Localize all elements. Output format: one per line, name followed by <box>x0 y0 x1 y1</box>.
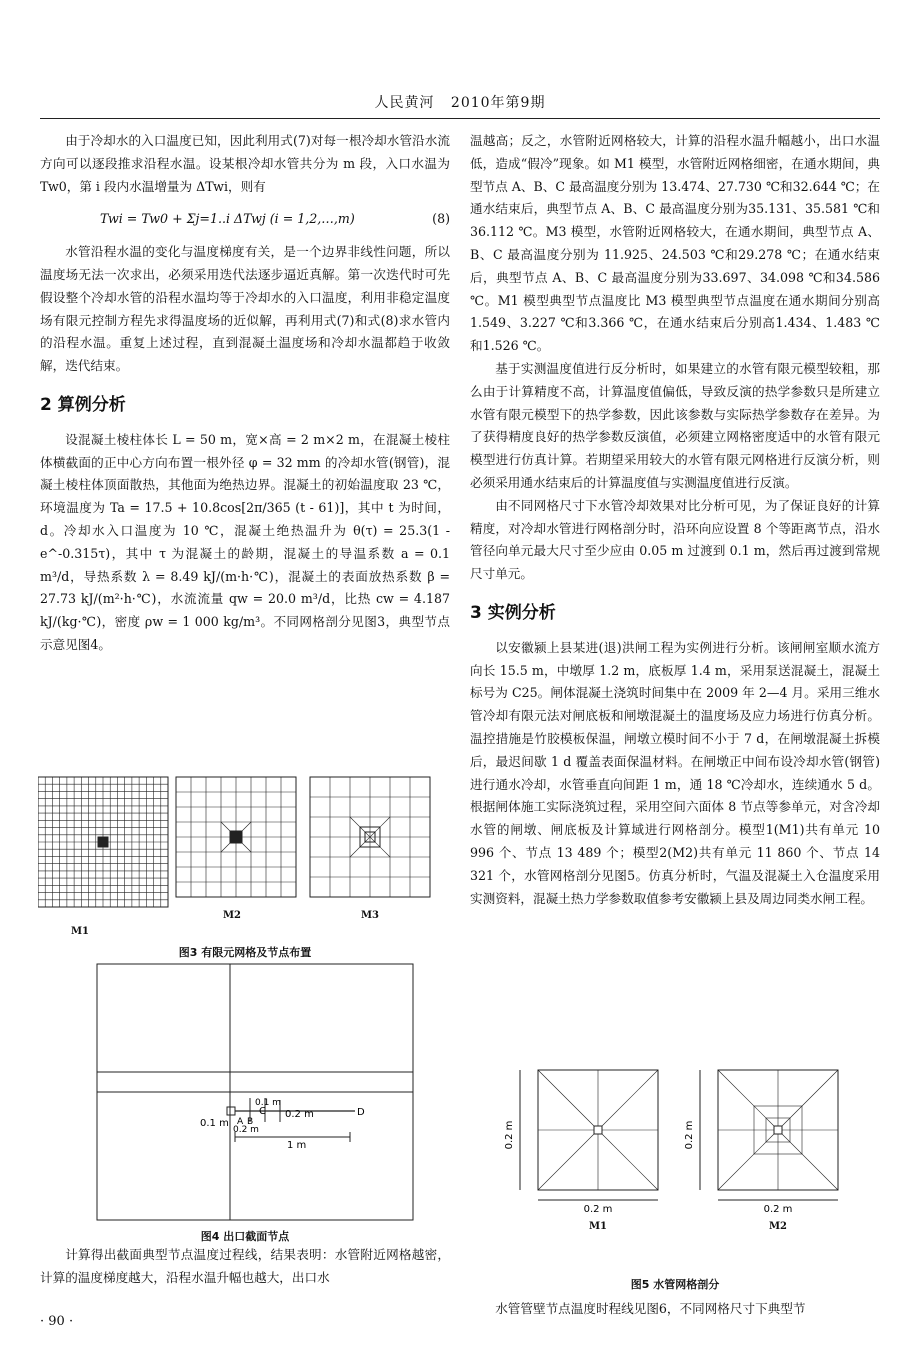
fig4-node-b: B <box>247 1117 254 1127</box>
mesh-m1 <box>38 777 168 907</box>
figure-3-meshes <box>38 775 438 925</box>
mesh-m2 <box>700 1070 838 1200</box>
fig4-node-d: D <box>357 1107 365 1118</box>
figure-3-caption: 图3 有限元网格及节点布置 <box>178 946 312 959</box>
paragraph: 设混凝土棱柱体长 L = 50 m，宽×高 = 2 m×2 m，在混凝土棱柱体横截面的正中心方向布置一根外径 φ = 32 mm 的冷却水管(钢管)，混凝土棱柱体顶面散热，其他面为绝热边界。混凝土的初始温度取 23 ℃，环境温度为 Ta = 17.5 + 10.8cos[2π/365 (t - 61)]，其中 t 为时间，d。冷却水入口温度为 10 ℃，混凝土绝热温升为 θ(τ) = 25.3(1 - e^-0.315τ)，其中 τ 为混凝土的龄期，混凝土的导温系数 a = 0.1 m³/d，导热系数 λ = 8.49 kJ/(m·h·℃)，混凝土的表面放热系数 β = 27.73 kJ/(m²·h·℃)，水流流量 qw = 20.0 m³/d，比热 cw = 4.187 kJ/(kg·℃)，密度 ρw = 1 000 kg/m³。不同网格剖分见图3，典型节点示意见图4。 <box>40 431 450 652</box>
issue-label: 2010年第9期 <box>450 95 546 111</box>
right-column-tail <box>470 1298 880 1321</box>
equation-8 <box>40 208 450 231</box>
fig4-dim-label: 0.1 m <box>200 1118 229 1129</box>
paragraph: 水管沿程水温的变化与温度梯度有关，是一个边界非线性问题，所以温度场无法一次求出，必须采用迭代法逐步逼近真解。第一次迭代时可先假设整个冷却水管的沿程水温均等于冷却水的入口温度，利用非稳定温度场有限元控制方程先求得温度场的近似解，再利用式(7)和式(8)求水管内的沿程水温。重复上述过程，直到混凝土温度场和冷却水温都趋于收敛解，迭代结束。 <box>40 244 450 374</box>
fig4-dim-label: 0.2 m <box>233 1125 259 1135</box>
equation-number: (8) <box>432 211 450 227</box>
right-column <box>470 130 880 910</box>
page-number: · 90 · <box>40 1314 74 1329</box>
fig3-label-m2: M2 <box>222 910 242 921</box>
paragraph: 计算得出截面典型节点温度过程线，结果表明：水管附近网格越密，计算的温度梯度越大，沿程水温升幅也越大，出口水 <box>40 1247 450 1285</box>
section-heading-2: 2 算例分析 <box>40 394 126 415</box>
mesh-m2 <box>176 777 296 897</box>
fig3-label-m3: M3 <box>360 910 380 921</box>
figure-4-caption: 图4 出口截面节点 <box>200 1230 290 1243</box>
section-heading-3: 3 实例分析 <box>470 602 556 623</box>
left-column-tail <box>40 1244 450 1290</box>
equation-body: Twi = Tw0 + Σj=1..i ΔTwj (i = 1,2,…,m) <box>100 211 355 227</box>
figure-5-caption: 图5 水管网格剖分 <box>630 1278 720 1291</box>
fig4-dim-label: 0.1 m <box>255 1098 281 1108</box>
fig5-dim-h2: 0.2 m <box>684 1120 695 1150</box>
figure-4-section <box>95 962 415 1222</box>
mesh-m3 <box>310 777 430 897</box>
left-column <box>40 130 450 657</box>
fig5-label-m2: M2 <box>768 1221 788 1232</box>
fig4-node-c: C <box>259 1106 266 1117</box>
mesh-cell <box>230 831 242 843</box>
fig5-dim-h1: 0.2 m <box>504 1120 515 1150</box>
mesh-m1 <box>520 1070 658 1200</box>
journal-name: 人民黄河 <box>374 95 435 111</box>
fig5-dim-w1: 0.2 m <box>583 1204 613 1215</box>
figure-5-pipe-mesh <box>498 1060 858 1220</box>
paragraph: 温越高；反之，水管附近网格较大，计算的沿程水温升幅越小，出口水温低，造成“假冷”现象。如 M1 模型，水管附近网格细密，在通水期间，典型节点 A、B、C 最高温度分别为 13.474、27.730 ℃和32.644 ℃；在通水结束后，典型节点 A、B、C 最高温度分别为35.131、35.581 ℃和36.112 ℃。M3 模型，水管附近网格较大，在通水期间，典型节点 A、B、C 最高温度分别为 11.925、24.503 ℃和29.278 ℃；在通水结束后，典型节点 A、B、C 最高温度分别为33.697、34.098 ℃和34.586 ℃。M1 模型典型节点温度比 M3 模型典型节点温度在通水期间分别高 1.549、3.227 ℃和3.366 ℃，在通水结束后分别高1.434、1.483 ℃和1.526 ℃。 <box>470 133 880 354</box>
running-header <box>40 92 880 112</box>
fig5-label-m1: M1 <box>588 1221 608 1232</box>
fig4-node-a: A <box>237 1117 244 1127</box>
header-rule <box>40 118 880 119</box>
mesh-cell <box>98 837 108 847</box>
paragraph: 基于实测温度值进行反分析时，如果建立的水管有限元模型较粗，那么由于计算精度不高，计算温度值偏低，导致反演的热学参数只是所建立水管有限元模型下的热学参数，因此该参数与实际热学参数存在差异。为了获得精度良好的热学参数反演值，必须建立网格密度适中的水管有限元模型进行仿真计算。若期望采用较大的水管有限元网格进行反演分析，则必须采用通水结束后的计算温度值与实测温度值进行反演。 <box>470 360 880 490</box>
paragraph: 由不同网格尺寸下水管冷却效果对比分析可见，为了保证良好的计算精度，对冷却水管进行网格剖分时，沿环向应设置 8 个等距离节点，沿水管径向单元最大尺寸至少应由 0.05 m 过渡到 0.1 m，然后再过渡到常规尺寸单元。 <box>470 497 880 582</box>
fig4-dim-label: 0.2 m <box>285 1109 314 1120</box>
paragraph: 水管管壁节点温度时程线见图6，不同网格尺寸下典型节 <box>495 1301 806 1316</box>
paragraph: 以安徽颍上县某进(退)洪闸工程为实例进行分析。该闸闸室顺水流方向长 15.5 m，中墩厚 1.2 m，底板厚 1.4 m，采用泵送混凝土，混凝土标号为 C25。闸体混凝土浇筑时间集中在 2009 年 2—4 月。采用三维水管冷却有限元法对闸底板和闸墩混凝土的温度场及应力场进行仿真分析。温控措施是竹胶模板保温，闸墩立模时间不小于 7 d，在闸墩混凝土拆模后，最迟间歇 1 d 覆盖表面保温材料。在闸墩正中间布设冷却水管(钢管)进行通水冷却，水管垂直向间距 1 m，通 18 ℃冷却水，连续通水 5 d。根据闸体施工实际浇筑过程，采用空间六面体 8 节点等参单元，对含冷却水管的闸墩、闸底板及计算域进行网格剖分。模型1(M1)共有单元 10 996 个、节点 13 489 个；模型2(M2)共有单元 11 860 个、节点 14 321 个，水管网格剖分见图5。仿真分析时，气温及混凝土入仓温度采用实测资料，混凝土热力学参数取值参考安徽颍上县及周边同类水闸工程。 <box>470 639 880 906</box>
paragraph: 由于冷却水的入口温度已知，因此利用式(7)对每一根冷却水管沿水流方向可以逐段推求沿程水温。设某根冷却水管共分为 m 段，入口水温为 Tw0，第 i 段内水温增量为 ΔTwi，则有 <box>40 133 450 194</box>
fig3-label-m1: M1 <box>70 926 90 937</box>
fig5-dim-w2: 0.2 m <box>763 1204 793 1215</box>
fig4-dim-label: 1 m <box>287 1140 307 1151</box>
